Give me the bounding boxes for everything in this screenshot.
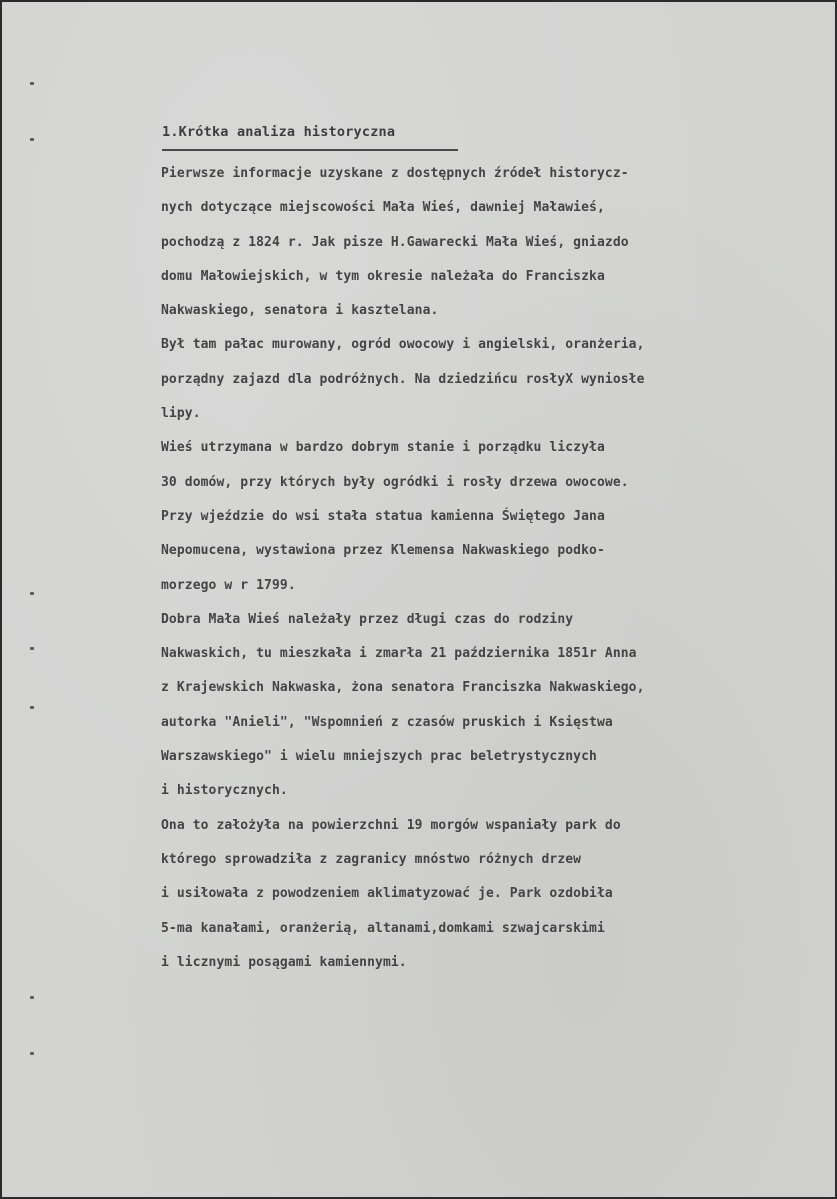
text-line: i licznymi posągami kamiennymi.	[161, 954, 407, 970]
margin-mark	[30, 647, 34, 650]
text-line: morzego w r 1799.	[161, 577, 296, 593]
text-line: i usiłowała z powodzeniem aklimatyzować je. Park ozdobiła	[161, 886, 613, 902]
heading-underline	[162, 149, 458, 151]
section-heading: 1.Krótka analiza historyczna	[162, 124, 396, 140]
margin-mark	[30, 82, 34, 85]
text-line: Ona to założyła na powierzchni 19 morgów wspaniały park do	[161, 817, 621, 833]
text-line: Dobra Mała Wieś należały przez długi czas do rodziny	[161, 611, 574, 627]
text-line: Nakwaskich, tu mieszkała i zmarła 21 października 1851r Anna	[161, 646, 637, 662]
margin-mark	[30, 706, 34, 709]
text-line: Nakwaskiego, senatora i kasztelana.	[161, 303, 439, 319]
text-line: domu Małowiejskich, w tym okresie należała do Franciszka	[161, 268, 605, 284]
margin-mark	[30, 138, 34, 141]
text-line: nych dotyczące miejscowości Mała Wieś, dawniej Maławieś,	[161, 200, 605, 216]
text-line: i historycznych.	[161, 783, 288, 799]
text-line: którego sprowadziła z zagranicy mnóstwo różnych drzew	[161, 851, 582, 867]
text-line: porządny zajazd dla podróżnych. Na dziedzińcu rosłyX wyniosłe	[161, 371, 645, 387]
text-line: Przy wjeździe do wsi stała statua kamienna Świętego Jana	[161, 508, 605, 524]
text-line: Był tam pałac murowany, ogród owocowy i angielski, oranżeria,	[161, 337, 645, 353]
text-line: 30 domów, przy których były ogródki i rosły drzewa owocowe.	[161, 474, 629, 490]
text-line: 5-ma kanałami, oranżerią, altanami,domkami szwajcarskimi	[161, 920, 605, 936]
body-text	[161, 164, 801, 987]
text-line: Nepomucena, wystawiona przez Klemensa Nakwaskiego podko-	[161, 543, 605, 559]
document-page	[2, 2, 835, 1197]
text-line: pochodzą z 1824 r. Jak pisze H.Gawarecki Mała Wieś, gniazdo	[161, 234, 629, 250]
text-line: z Krajewskich Nakwaska, żona senatora Franciszka Nakwaskiego,	[161, 680, 645, 696]
margin-mark	[30, 996, 34, 999]
margin-mark	[30, 592, 34, 595]
text-line: Warszawskiego" i wielu mniejszych prac beletrystycznych	[161, 749, 597, 765]
text-line: autorka "Anieli", "Wspomnień z czasów pruskich i Księstwa	[161, 714, 613, 730]
margin-mark	[30, 1052, 34, 1055]
text-line: lipy.	[161, 406, 201, 422]
text-line: Wieś utrzymana w bardzo dobrym stanie i porządku liczyła	[161, 440, 605, 456]
text-line: Pierwsze informacje uzyskane z dostępnych źródeł historycz-	[161, 166, 629, 181]
